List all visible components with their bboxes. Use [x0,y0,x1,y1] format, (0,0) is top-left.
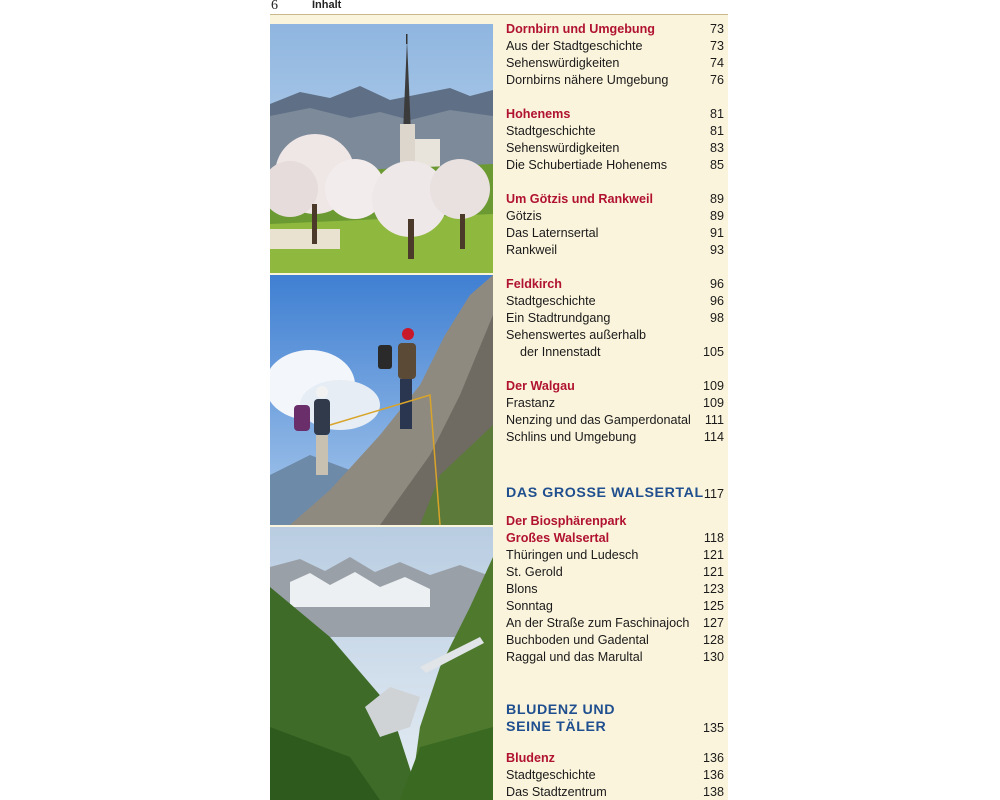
toc-entry-title: Sehenswürdigkeiten [506,141,620,155]
toc-entry-page: 81 [709,107,724,121]
toc-entry-title: Der Biosphärenpark [506,514,627,528]
toc-section-entry[interactable] [506,750,726,767]
toc-entry[interactable] [506,412,726,429]
toc-entry-title: Das Stadtzentrum [506,785,607,799]
toc-entry-title: St. Gerold [506,565,563,579]
toc-entry-title: der Innenstadt [520,345,601,359]
toc-entry-page: 128 [702,633,724,647]
toc-entry-page: 89 [709,192,724,206]
toc-entry-page: 123 [702,582,724,596]
toc-entry[interactable] [506,344,726,361]
toc-entry[interactable] [506,242,726,259]
toc-entry-title: Götzis [506,209,542,223]
toc-entry-title: Blons [506,582,538,596]
toc-entry-page: 81 [709,124,724,138]
chapter-heading-bludenz-line2[interactable] [506,719,726,736]
toc-entry-title: Sonntag [506,599,553,613]
toc-block-walsertal [506,513,726,666]
toc-entry-page: 121 [702,548,724,562]
toc-entry-page: 130 [702,650,724,664]
toc-entry-title: Um Götzis und Rankweil [506,192,653,206]
toc-entry-page: 91 [709,226,724,240]
chapter-title: DAS GROSSE WALSERTAL [506,485,704,501]
toc-entry-title: Nenzing und das Gamperdonatal [506,413,691,427]
toc-section-entry[interactable] [506,191,726,208]
toc-entry[interactable] [506,598,726,615]
toc-entry[interactable] [506,395,726,412]
chapter-heading-walsertal[interactable] [506,483,726,503]
climbers-photo [270,275,493,525]
toc-entry-title: Sehenswertes außerhalb [506,328,647,342]
toc-block-rheintal [506,21,726,446]
toc-entry[interactable] [506,767,726,784]
header-title: Inhalt [312,0,342,11]
toc-entry-page: 109 [702,379,724,393]
chapter-title-line2: SEINE TÄLER [506,719,607,735]
toc-section-entry[interactable] [506,378,726,395]
toc-entry-page: 93 [709,243,724,257]
toc-gap [506,361,726,378]
toc-entry-page: 96 [709,294,724,308]
toc-entry-page: 85 [709,158,724,172]
chapter-page: 117 [703,487,724,501]
toc-entry-title: Rankweil [506,243,558,257]
toc-entry[interactable] [506,157,726,174]
toc-entry-page: 83 [709,141,724,155]
toc-entry-page: 89 [709,209,724,223]
toc-entry[interactable] [506,784,726,800]
toc-entry-page: 109 [702,396,724,410]
toc-section-entry[interactable] [506,21,726,38]
toc-entry-page: 73 [709,39,724,53]
chapter-heading-bludenz-line1[interactable] [506,702,726,719]
chapter-page: 135 [702,721,724,735]
toc-entry[interactable] [506,310,726,327]
toc-entry[interactable] [506,649,726,666]
toc-entry[interactable] [506,225,726,242]
toc-entry-title: Thüringen und Ludesch [506,548,639,562]
toc-entry-title: Großes Walsertal [506,531,610,545]
toc-entry-page: 118 [703,531,724,545]
toc-entry-title: Hohenems [506,107,571,121]
toc-entry-page: 114 [703,430,724,444]
toc-entry-page: 76 [709,73,724,87]
toc-entry-title: Der Walgau [506,379,575,393]
toc-entry-title: Feldkirch [506,277,562,291]
toc-entry-page: 74 [709,56,724,70]
toc-entry-page: 98 [709,311,724,325]
table-of-contents [506,21,726,800]
book-page [270,0,728,800]
toc-section-entry[interactable] [506,276,726,293]
toc-entry-page: 136 [702,751,724,765]
toc-entry[interactable] [506,123,726,140]
toc-entry-title: Dornbirns nähere Umgebung [506,73,669,87]
toc-entry-title: Raggal und das Marultal [506,650,643,664]
toc-entry-title: Die Schubertiade Hohenems [506,158,668,172]
photo-column [270,24,493,800]
toc-entry[interactable] [506,327,726,344]
toc-entry-title: Aus der Stadtgeschichte [506,39,643,53]
toc-entry-title: Bludenz [506,751,555,765]
toc-entry[interactable] [506,140,726,157]
toc-entry-title: Stadtgeschichte [506,124,596,138]
toc-entry[interactable] [506,208,726,225]
toc-entry-title: Stadtgeschichte [506,294,596,308]
toc-entry[interactable] [506,615,726,632]
valley-photo [270,527,493,800]
toc-entry[interactable] [506,429,726,446]
toc-entry-title: An der Straße zum Faschinajoch [506,616,690,630]
toc-entry-title: Dornbirn und Umgebung [506,22,656,36]
toc-entry-page: 121 [702,565,724,579]
toc-section-entry[interactable] [506,513,726,530]
toc-entry-page: 96 [709,277,724,291]
toc-entry-title: Buchboden und Gadental [506,633,649,647]
toc-entry-page: 136 [702,768,724,782]
toc-entry-title: Ein Stadtrundgang [506,311,611,325]
toc-entry-page: 111 [704,413,724,427]
toc-entry[interactable] [506,38,726,55]
toc-entry-page: 125 [702,599,724,613]
toc-gap [506,174,726,191]
toc-entry-page: 105 [702,345,724,359]
toc-entry[interactable] [506,564,726,581]
toc-entry[interactable] [506,547,726,564]
toc-block-bludenz [506,750,726,800]
toc-gap [506,259,726,276]
toc-entry[interactable] [506,55,726,72]
toc-entry[interactable] [506,581,726,598]
church-spring-photo [270,24,493,273]
toc-gap [506,89,726,106]
toc-entry-page: 127 [702,616,724,630]
toc-entry[interactable] [506,632,726,649]
toc-entry-title: Stadtgeschichte [506,768,596,782]
chapter-title-line1: BLUDENZ UND [506,702,616,718]
toc-section-entry[interactable] [506,530,726,547]
toc-entry-title: Das Laternsertal [506,226,599,240]
toc-entry-title: Schlins und Umgebung [506,430,637,444]
page-header [270,0,728,15]
page-number: 6 [271,0,278,13]
toc-entry[interactable] [506,293,726,310]
toc-section-entry[interactable] [506,106,726,123]
toc-entry-page: 138 [702,785,724,799]
toc-entry-title: Sehenswürdigkeiten [506,56,620,70]
toc-entry-page: 73 [709,22,724,36]
toc-entry-title: Frastanz [506,396,555,410]
toc-entry[interactable] [506,72,726,89]
